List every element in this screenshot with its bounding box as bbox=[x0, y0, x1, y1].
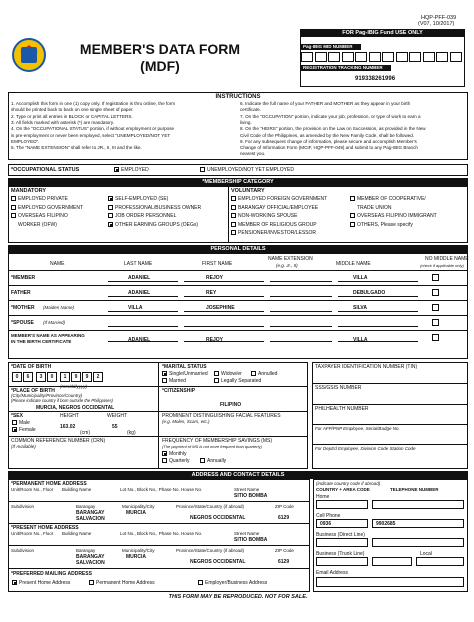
last-name-value: ADANIEL bbox=[128, 275, 151, 281]
dob-digit-box[interactable]: 0 bbox=[47, 372, 57, 382]
present-line bbox=[8, 545, 310, 546]
employed-label: EMPLOYED bbox=[121, 167, 149, 173]
ids-line-3 bbox=[312, 424, 468, 425]
first-name-field[interactable] bbox=[184, 273, 264, 282]
first-name-field[interactable] bbox=[184, 288, 264, 297]
perm-label: *PERMANENT HOME ADDRESS bbox=[11, 481, 87, 487]
perm-zip: 6129 bbox=[278, 515, 290, 521]
personal-row-line bbox=[8, 330, 468, 331]
no-middle-checkbox[interactable] bbox=[432, 304, 439, 311]
instruction-line: 9. For any subsequent change of information, please secure and accomplish Member's bbox=[240, 138, 417, 144]
perm-city: MURCIA bbox=[126, 510, 146, 516]
instruction-line: Civil Code of the Philippines, as amended by the New Family Code, shall be followed. bbox=[240, 132, 415, 138]
present-barangay1: BARANGAY bbox=[76, 554, 105, 560]
marital-separated: Legally Separated bbox=[221, 378, 262, 384]
perm-col-lot: Lot No., Block No., Phase No. House No. bbox=[120, 487, 203, 492]
person-row-label: FATHER bbox=[11, 290, 31, 296]
height-label: HEIGHT bbox=[60, 413, 79, 419]
category-col3-label-1: BARANGAY OFFICIAL/EMPLOYEE bbox=[238, 204, 319, 211]
occupational-label: *OCCUPATIONAL STATUS bbox=[11, 167, 80, 173]
header-ext: NAME EXTENSION bbox=[268, 256, 313, 262]
last-name-value: VILLA bbox=[128, 305, 143, 311]
last-name-value: ADANIEL bbox=[128, 290, 151, 296]
person-row-label: *MEMBER bbox=[11, 275, 36, 281]
freq-monthly-checkbox[interactable] bbox=[162, 451, 167, 456]
first-name-value: REY bbox=[206, 290, 217, 296]
birth-hline-1 bbox=[8, 386, 308, 387]
weight-unit: (kg) bbox=[127, 430, 136, 436]
crn-label: COMMON REFERENCE NUMBER (CRN) bbox=[11, 438, 106, 444]
preferred-present: Present Home Address bbox=[19, 580, 71, 586]
name-ext-field[interactable] bbox=[270, 333, 332, 342]
personal-row-line bbox=[8, 285, 468, 286]
category-col1-label-2: OVERSEAS FILIPINO bbox=[18, 213, 68, 219]
category-col4-label-0: MEMBER OF COOPERATIVE/ bbox=[357, 196, 426, 202]
name-ext-field[interactable] bbox=[270, 303, 332, 312]
present-col-lot: Lot No., Block No., Phase No. House No. bbox=[120, 531, 203, 536]
header-middle: MIDDLE NAME bbox=[336, 261, 371, 267]
deped-label: For DepEd Employee, Division Code Station Code bbox=[315, 446, 416, 451]
perm-sub-city: Municipality/City bbox=[122, 504, 155, 509]
ids-line-1 bbox=[312, 383, 468, 384]
no-middle-checkbox[interactable] bbox=[432, 289, 439, 296]
marital-single-checkbox[interactable] bbox=[162, 371, 167, 376]
present-province: NEGROS OCCIDENTAL bbox=[190, 559, 246, 565]
mid-digit-box[interactable] bbox=[396, 52, 408, 62]
header-no-middle-hint: (check if applicable only) bbox=[420, 263, 464, 268]
freq-annually: Annually bbox=[207, 458, 227, 464]
no-middle-checkbox[interactable] bbox=[432, 274, 439, 281]
first-name-field[interactable] bbox=[184, 318, 264, 327]
form-code: HQP-PFF-039 bbox=[421, 15, 457, 21]
category-col2-checkbox-2[interactable] bbox=[108, 213, 113, 218]
contact-home: Home bbox=[316, 494, 330, 500]
address-bar: ADDRESS AND CONTACT DETAILS bbox=[8, 471, 468, 479]
address-sep-1 bbox=[8, 523, 310, 524]
afp-label: For AFP/PNP Employee, Serial/Badge No. bbox=[315, 426, 400, 431]
preferred-employer-checkbox[interactable] bbox=[198, 580, 203, 585]
dob-hint bbox=[60, 384, 87, 390]
mid-number-boxes bbox=[301, 52, 464, 63]
category-col1-checkbox-0[interactable] bbox=[11, 196, 16, 201]
marital-annulled-checkbox[interactable] bbox=[251, 371, 256, 376]
preferred-permanent: Permanent Home Address bbox=[96, 580, 155, 586]
marital-separated-checkbox[interactable] bbox=[214, 378, 219, 383]
personal-bar: PERSONAL DETAILS bbox=[8, 245, 468, 253]
last-name-value: ADANIEL bbox=[128, 337, 151, 343]
middle-name-value: SILVA bbox=[353, 305, 367, 311]
birth-divider bbox=[158, 362, 159, 469]
address-sep-2 bbox=[8, 568, 310, 569]
category-col1-checkbox-2[interactable] bbox=[11, 213, 16, 218]
contact-cell: Cell Phone bbox=[316, 513, 341, 519]
dob-digit-box[interactable]: 2 bbox=[93, 372, 103, 382]
sex-label: *SEX bbox=[11, 413, 23, 419]
header-name: NAME bbox=[50, 261, 65, 267]
place-value: MURCIA, NEGROS OCCIDENTAL bbox=[36, 405, 115, 411]
category-col3-checkbox-3[interactable] bbox=[231, 222, 236, 227]
weight-label: WEIGHT bbox=[107, 413, 127, 419]
marital-married: Married bbox=[169, 378, 186, 384]
middle-name-field[interactable] bbox=[338, 273, 418, 282]
sex-male: Male bbox=[19, 420, 30, 426]
philhealth-label: PHILHEALTH NUMBER bbox=[315, 406, 369, 412]
middle-name-field[interactable] bbox=[338, 303, 418, 312]
instruction-line: 4. On the "OCCUPATIONAL STATUS" portion, if without employment or purpose bbox=[11, 126, 175, 132]
mandatory-label: MANDATORY bbox=[11, 188, 47, 194]
sex-female-checkbox[interactable] bbox=[12, 427, 17, 432]
category-col4-label-2: OVERSEAS FILIPINO IMMIGRANT bbox=[357, 213, 437, 219]
contact-tel: TELEPHONE NUMBER bbox=[390, 487, 439, 492]
category-col2-checkbox-3[interactable] bbox=[108, 222, 113, 227]
contact-local: Local bbox=[420, 551, 432, 557]
freq-label: FREQUENCY OF MEMBERSHIP SAVINGS (MS) bbox=[162, 438, 273, 444]
category-bar: *MEMBERSHIP CATEGORY bbox=[8, 178, 468, 186]
header-ext-hint: (e.g. Jr., II) bbox=[276, 263, 298, 268]
category-col3-label-3: MEMBER OF RELIGIOUS GROUP bbox=[238, 221, 317, 228]
form-version: (V07, 10/2017) bbox=[418, 21, 455, 27]
dob-label: *DATE OF BIRTH bbox=[11, 364, 52, 370]
middle-name-value: DEBULGADO bbox=[353, 290, 386, 296]
dob-digit-box[interactable]: 0 bbox=[12, 372, 22, 382]
person-row-label: *MOTHER bbox=[11, 305, 35, 311]
category-col2-checkbox-1[interactable] bbox=[108, 205, 113, 210]
present-sub-province: Province/State/Country (if abroad) bbox=[176, 548, 245, 553]
features-label: PROMINENT DISTINGUISHING FACIAL FEATURES bbox=[162, 413, 281, 419]
mid-digit-box[interactable] bbox=[301, 52, 313, 62]
freq-quarterly-checkbox[interactable] bbox=[162, 458, 167, 463]
present-col-building: Building Name bbox=[62, 531, 92, 536]
first-name-value: REJOY bbox=[206, 337, 223, 343]
header-first: FIRST NAME bbox=[202, 261, 233, 267]
freq-monthly: Monthly bbox=[169, 451, 187, 457]
instruction-line: 2. Type or print all entries in BLOCK or CAPITAL LETTERS. bbox=[11, 113, 133, 119]
category-col3-checkbox-0[interactable] bbox=[231, 196, 236, 201]
freq-annually-checkbox[interactable] bbox=[200, 458, 205, 463]
instruction-line: 1. Accomplish this form in one (1) copy only. If registration is thru online, the form bbox=[11, 101, 176, 106]
category-col3-label-2: NON-WORKING SPOUSE bbox=[238, 213, 298, 219]
name-ext-field[interactable] bbox=[270, 318, 332, 327]
sss-label: SSS/GSIS NUMBER bbox=[315, 385, 362, 391]
category-col4-checkbox-3[interactable] bbox=[350, 222, 355, 227]
cell-num-value: 9902685 bbox=[376, 521, 396, 527]
marital-single: Single/Unmarried bbox=[169, 371, 208, 377]
instruction-line: living. bbox=[240, 119, 252, 125]
category-col3-checkbox-4[interactable] bbox=[231, 230, 236, 235]
dob-digit-box[interactable]: 3 bbox=[36, 372, 46, 382]
instruction-line: 3. All fields marked with asterisk (*) are mandatory. bbox=[11, 119, 115, 125]
middle-name-value: VILLA bbox=[353, 275, 368, 281]
first-name-value: REJOY bbox=[206, 275, 223, 281]
person-row-label2: IN THE BIRTH CERTIFICATE bbox=[11, 339, 72, 344]
place-hint2: (Please indicate country if born outside the Philippines) bbox=[11, 398, 113, 403]
perm-street: SITIO BOMBA bbox=[234, 493, 268, 499]
dob-digit-box[interactable]: 9 bbox=[71, 372, 81, 382]
instruction-line: 5. The "NAME EXTENSION" shall refer to JR., II, III and the like. bbox=[11, 145, 142, 151]
freq-hint: (The payment of MS is not more frequent than quarterly) bbox=[162, 444, 262, 449]
mid-digit-box[interactable] bbox=[355, 52, 367, 62]
category-col1-checkbox-1[interactable] bbox=[11, 205, 16, 210]
category-col1-label-1: EMPLOYED GOVERNMENT bbox=[18, 204, 84, 211]
preferred-present-checkbox[interactable] bbox=[12, 580, 17, 585]
marital-annulled: Annulled bbox=[258, 371, 278, 377]
ids-line-4 bbox=[312, 444, 468, 445]
btrunk-tel-field[interactable] bbox=[372, 557, 412, 566]
citizenship-value: FILIPINO bbox=[220, 402, 242, 408]
birth-hline-2 bbox=[8, 411, 308, 412]
last-name-field[interactable] bbox=[108, 318, 178, 327]
marital-label: *MARITAL STATUS bbox=[162, 364, 207, 370]
middle-name-field[interactable] bbox=[338, 318, 418, 327]
category-col3-checkbox-1[interactable] bbox=[231, 205, 236, 210]
personal-row-line bbox=[8, 315, 468, 316]
weight-value: 55 bbox=[112, 424, 118, 430]
pag-ibig-logo bbox=[12, 38, 46, 72]
birth-hline-3 bbox=[8, 436, 308, 437]
bdirect-area-field[interactable] bbox=[316, 538, 368, 547]
person-row-label: MEMBER'S NAME AS APPEARING bbox=[11, 333, 85, 338]
perm-col-street: Street Name bbox=[234, 487, 260, 492]
no-middle-checkbox[interactable] bbox=[432, 334, 439, 341]
mid-digit-box[interactable] bbox=[450, 52, 462, 62]
preferred-label: *PREFERRED MAILING ADDRESS bbox=[11, 571, 92, 577]
present-col-unit: Unit/Room No., Floor bbox=[11, 531, 54, 536]
mid-digit-box[interactable] bbox=[328, 52, 340, 62]
instruction-line: EMPLOYED". bbox=[11, 138, 40, 144]
height-value: 163.02 bbox=[60, 424, 76, 430]
freq-quarterly: Quarterly bbox=[169, 458, 190, 464]
email-field[interactable] bbox=[316, 577, 464, 587]
btrunk-local-field[interactable] bbox=[416, 557, 464, 566]
first-name-value: JOSEPHINE bbox=[206, 305, 235, 311]
category-col2-label-0: SELF-EMPLOYED (SE) bbox=[115, 196, 169, 202]
perm-province: NEGROS OCCIDENTAL bbox=[190, 515, 246, 521]
mid-digit-box[interactable] bbox=[369, 52, 381, 62]
mid-digit-box[interactable] bbox=[409, 52, 421, 62]
present-sub-zip: ZIP Code bbox=[275, 548, 294, 553]
citizenship-label: *CITIZENSHIP bbox=[162, 388, 196, 394]
contact-business-trunk: Business (Trunk Line) bbox=[316, 551, 365, 557]
category-col1-label-3: WORKER (OFW) bbox=[18, 221, 57, 228]
rtn-value: 919338261996 bbox=[355, 76, 396, 82]
present-label: *PRESENT HOME ADDRESS bbox=[11, 525, 79, 531]
present-sub-city: Municipality/City bbox=[122, 548, 155, 553]
mid-digit-box[interactable] bbox=[382, 52, 394, 62]
perm-line bbox=[8, 501, 310, 502]
sex-female: Female bbox=[19, 427, 36, 433]
perm-sub-subdivision: Subdivision bbox=[11, 504, 35, 509]
name-ext-field[interactable] bbox=[270, 288, 332, 297]
category-col4-checkbox-2[interactable] bbox=[350, 213, 355, 218]
instruction-line: Change of Information Form (MCIF, HQP-PFF-049) and submit to any Pag-IBIG Branch bbox=[240, 145, 418, 151]
instruction-line: should be printed back to back on one single sheet of paper. bbox=[11, 107, 134, 113]
category-col4-label-1: TRADE UNION bbox=[357, 204, 392, 211]
perm-barangay1: BARANGAY bbox=[76, 510, 105, 516]
category-col3-label-0: EMPLOYED FOREIGN GOVERNMENT bbox=[238, 196, 328, 202]
instructions-title: INSTRUCTIONS bbox=[215, 94, 261, 100]
instruction-line: 6. Indicate the full name of your FATHER and MOTHER as they appear in your birth bbox=[240, 101, 411, 106]
middle-name-value: VILLA bbox=[353, 337, 368, 343]
perm-sub-barangay: Barangay bbox=[76, 504, 96, 509]
category-col3-checkbox-2[interactable] bbox=[231, 213, 236, 218]
instruction-line: certificate. bbox=[240, 107, 261, 113]
category-col4-label-3: OTHERS, Please specify bbox=[357, 221, 413, 228]
marital-widow: Widow/er bbox=[221, 371, 242, 377]
contact-hint: (indicate country code if abroad) bbox=[316, 481, 381, 486]
home-area-field[interactable] bbox=[316, 500, 368, 509]
marital-widow-checkbox[interactable] bbox=[214, 371, 219, 376]
dob-digit-box[interactable]: 9 bbox=[82, 372, 92, 382]
btrunk-area-field[interactable] bbox=[316, 557, 368, 566]
form-subtitle: (MDF) bbox=[140, 58, 180, 74]
person-row-hint: (Maiden Name) bbox=[43, 305, 75, 310]
bdirect-tel-field[interactable] bbox=[372, 538, 464, 547]
no-middle-checkbox[interactable] bbox=[432, 319, 439, 326]
present-zip: 6129 bbox=[278, 559, 290, 565]
place-label: *PLACE OF BIRTH bbox=[11, 388, 55, 394]
mid-digit-box[interactable] bbox=[342, 52, 354, 62]
instruction-line: is pre-employment or never been employed, select "UNEMPLOYED/NOT YET bbox=[11, 132, 171, 138]
rtn-label: REGISTRATION TRACKING NUMBER bbox=[301, 65, 391, 71]
marital-married-checkbox[interactable] bbox=[162, 378, 167, 383]
category-col2-label-2: JOB ORDER PERSONNEL bbox=[115, 213, 177, 219]
ids-box bbox=[312, 362, 468, 469]
present-barangay2: SALVACION bbox=[76, 560, 105, 566]
footer-note: THIS FORM MAY BE REPRODUCED. NOT FOR SALE. bbox=[168, 594, 308, 600]
category-divider bbox=[228, 186, 229, 243]
category-col3-label-4: PENSIONER/INVESTOR/LESSOR bbox=[238, 230, 316, 236]
perm-col-building: Building Name bbox=[62, 487, 92, 492]
mid-digit-box[interactable] bbox=[436, 52, 448, 62]
category-col4-checkbox-0[interactable] bbox=[350, 196, 355, 201]
person-row-hint: (If Married) bbox=[43, 320, 66, 325]
present-street: SITIO BOMBA bbox=[234, 537, 268, 543]
perm-barangay2: SALVACION bbox=[76, 516, 105, 522]
present-city: MURCIA bbox=[126, 554, 146, 560]
unemployed-label: UNEMPLOYED/NOT YET EMPLOYED bbox=[207, 167, 294, 173]
name-ext-field[interactable] bbox=[270, 273, 332, 282]
contact-email: Email Address bbox=[316, 570, 348, 576]
instruction-line: nearest you. bbox=[240, 151, 266, 157]
ids-line-2 bbox=[312, 404, 468, 405]
header-no-middle: NO MIDDLE NAME bbox=[425, 256, 469, 262]
form-title: MEMBER'S DATA FORM bbox=[79, 41, 241, 57]
dob-digit-box[interactable]: 6 bbox=[23, 372, 33, 382]
instruction-line: 8. On the "HEIRS" portion, the provision on the Law on Succession, as provided in the New bbox=[240, 126, 426, 132]
perm-sub-province: Province/State/Country (if abroad) bbox=[176, 504, 245, 509]
first-name-field[interactable] bbox=[184, 333, 264, 342]
home-tel-field[interactable] bbox=[372, 500, 464, 509]
category-col2-label-3: OTHER EARNING GROUPS (OEGs) bbox=[115, 221, 199, 228]
voluntary-label: VOLUNTARY bbox=[231, 188, 265, 194]
mid-digit-box[interactable] bbox=[423, 52, 435, 62]
perm-col-unit: Unit/Room No., Floor bbox=[11, 487, 54, 492]
mid-digit-box[interactable] bbox=[315, 52, 327, 62]
features-hint: (e.g. Moles, Scars, etc.) bbox=[162, 419, 210, 424]
unemployed-checkbox[interactable] bbox=[200, 167, 205, 172]
personal-row-line bbox=[8, 270, 468, 271]
crn-hint: (If Available) bbox=[11, 444, 36, 449]
category-col1-label-0: EMPLOYED PRIVATE bbox=[18, 196, 68, 202]
last-name-field[interactable] bbox=[108, 303, 178, 312]
present-sub-barangay: Barangay bbox=[76, 548, 96, 553]
preferred-employer: Employer/Business Address bbox=[205, 580, 268, 586]
header-last: LAST NAME bbox=[124, 261, 153, 267]
dob-digit-box[interactable]: 1 bbox=[60, 372, 70, 382]
category-col2-checkbox-0[interactable] bbox=[108, 196, 113, 201]
height-unit: (cm) bbox=[80, 430, 90, 436]
present-col-street: Street Name bbox=[234, 531, 260, 536]
tin-label: TAXPAYER IDENTIFICATION NUMBER (TIN) bbox=[315, 364, 418, 370]
place-hint: (City/Municipality/Province/Country) bbox=[11, 393, 83, 398]
sex-male-checkbox[interactable] bbox=[12, 420, 17, 425]
contact-country-area: COUNTRY + AREA CODE bbox=[316, 487, 370, 492]
person-row-label: *SPOUSE bbox=[11, 320, 34, 326]
perm-sub-zip: ZIP Code bbox=[275, 504, 294, 509]
mid-label: Pag-IBIG MID NUMBER bbox=[301, 44, 361, 50]
office-use-bar: FOR Pag-IBIG Fund USE ONLY bbox=[300, 29, 465, 37]
employed-checkbox[interactable] bbox=[114, 167, 119, 172]
instruction-line: 7. On the "OCCUPATION" portion, indicate your job, profession, or type of work to earn a bbox=[240, 113, 421, 119]
contact-business-direct: Business (Direct Line) bbox=[316, 532, 365, 538]
cell-area-value: 0936 bbox=[320, 521, 332, 527]
category-col2-label-1: PROFESSIONAL/BUSINESS OWNER bbox=[115, 204, 202, 211]
personal-row-line bbox=[8, 300, 468, 301]
middle-name-field[interactable] bbox=[338, 333, 418, 342]
preferred-permanent-checkbox[interactable] bbox=[89, 580, 94, 585]
present-sub-subdivision: Subdivision bbox=[11, 548, 35, 553]
